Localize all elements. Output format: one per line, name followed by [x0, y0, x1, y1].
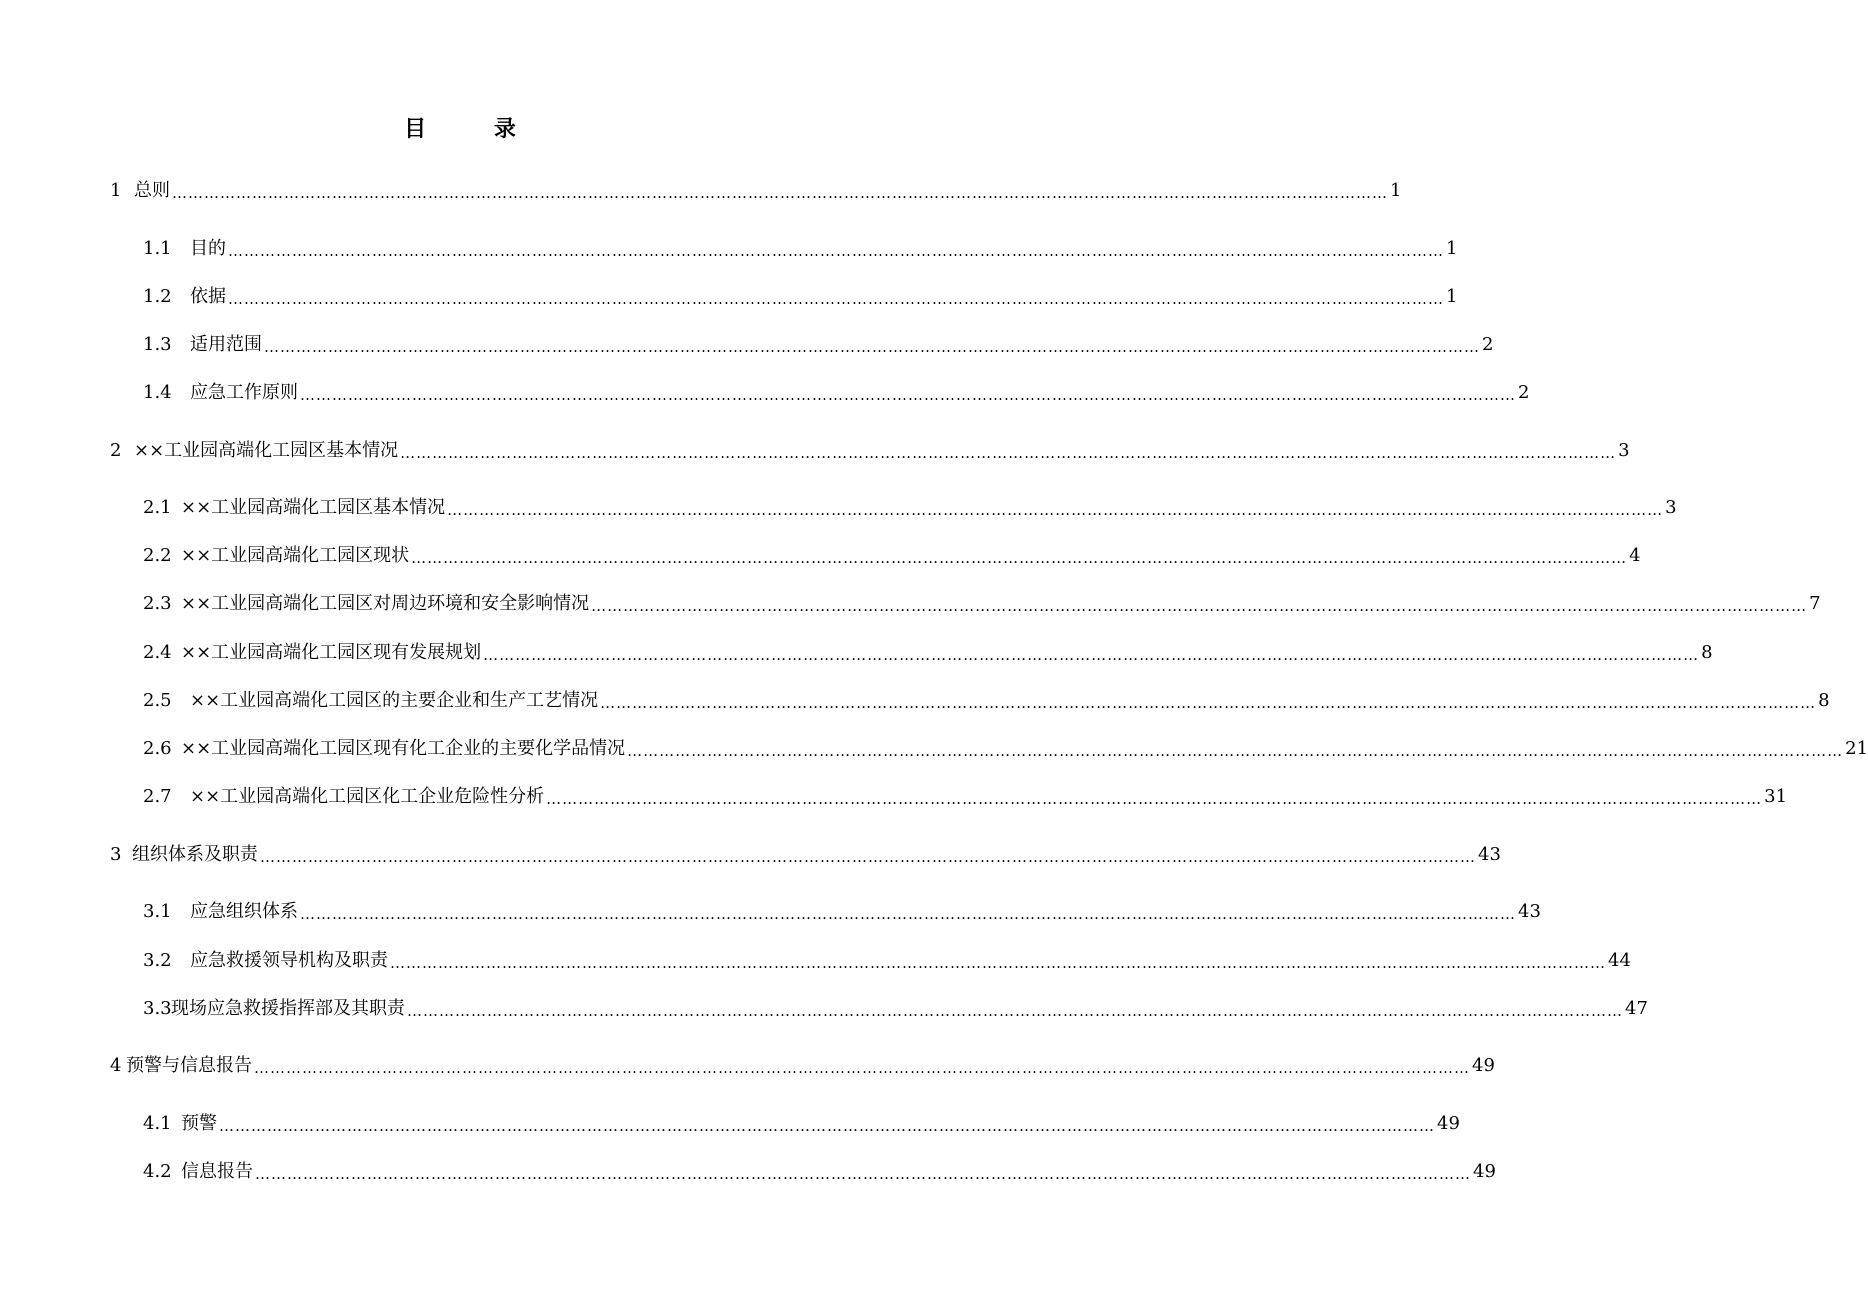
- toc-entry-number: 3.3: [143, 998, 172, 1019]
- toc-entry-title: ××工业园高端化工园区基本情况: [134, 440, 399, 461]
- toc-entry-1[interactable]: [110, 178, 1402, 204]
- toc-entry-number: 3: [110, 844, 122, 865]
- toc-entry-2[interactable]: [110, 438, 1630, 464]
- toc-leader-dots: …………………………………………………………………………………………………………………………………………………………………………………………………………: [264, 338, 1480, 356]
- toc-entry-page: 8: [1701, 642, 1713, 663]
- toc-entry-2-6[interactable]: [143, 736, 1868, 762]
- toc-entry-1-1[interactable]: [143, 236, 1458, 262]
- toc-leader-dots: …………………………………………………………………………………………………………………………………………………………………………………………………………: [219, 1117, 1435, 1135]
- toc-entry-number: 2.3: [143, 593, 172, 614]
- toc-leader-dots: …………………………………………………………………………………………………………………………………………………………………………………………………………: [300, 905, 1516, 923]
- page-title: 目 录: [404, 116, 546, 142]
- toc-entry-1-2[interactable]: [143, 284, 1458, 310]
- toc-entry-title: 预警: [181, 1113, 217, 1134]
- toc-entry-title: 目的: [190, 238, 226, 259]
- toc-entry-page: 31: [1764, 786, 1788, 807]
- toc-entry-4-2[interactable]: [143, 1159, 1496, 1185]
- toc-entry-number: 2.2: [143, 545, 172, 566]
- toc-leader-dots: …………………………………………………………………………………………………………………………………………………………………………………………………………: [260, 848, 1476, 866]
- toc-entry-3-3[interactable]: [143, 996, 1648, 1022]
- toc-entry-3-1[interactable]: [143, 899, 1541, 925]
- toc-entry-number: 4: [110, 1055, 122, 1076]
- toc-leader-dots: …………………………………………………………………………………………………………………………………………………………………………………………………………: [411, 549, 1628, 567]
- toc-entry-title: ××工业园高端化工园区的主要企业和生产工艺情况: [190, 690, 599, 711]
- toc-entry-number: 1.1: [143, 238, 172, 259]
- toc-entry-3-2[interactable]: [143, 948, 1631, 974]
- toc-entry-page: 2: [1518, 382, 1530, 403]
- toc-entry-title: 总则: [134, 180, 170, 201]
- toc-entry-1-4[interactable]: [143, 380, 1530, 406]
- toc-entry-title: 应急组织体系: [190, 901, 298, 922]
- toc-entry-number: 1.3: [143, 334, 172, 355]
- toc-leader-dots: …………………………………………………………………………………………………………………………………………………………………………………………………………: [407, 1002, 1623, 1020]
- toc-entry-page: 7: [1809, 593, 1821, 614]
- toc-entry-page: 4: [1629, 545, 1641, 566]
- toc-entry-page: 8: [1818, 690, 1830, 711]
- toc-entry-number: 4.1: [143, 1113, 172, 1134]
- toc-entry-3[interactable]: [110, 842, 1501, 868]
- toc-entry-page: 47: [1625, 998, 1648, 1019]
- toc-entry-number: 2: [110, 440, 122, 461]
- toc-entry-title: ××工业园高端化工园区现状: [181, 545, 410, 566]
- toc-entry-title: 依据: [190, 286, 226, 307]
- toc-leader-dots: …………………………………………………………………………………………………………………………………………………………………………………………………………: [228, 290, 1444, 308]
- toc-entry-number: 3.1: [143, 901, 172, 922]
- toc-entry-number: 2.1: [143, 497, 172, 518]
- toc-entry-title: ××工业园高端化工园区基本情况: [181, 497, 446, 518]
- toc-leader-dots: …………………………………………………………………………………………………………………………………………………………………………………………………………: [546, 790, 1763, 808]
- toc-entry-number: 1: [110, 180, 122, 201]
- toc-entry-page: 49: [1472, 1055, 1495, 1076]
- toc-entry-title: 组织体系及职责: [132, 844, 258, 865]
- toc-leader-dots: …………………………………………………………………………………………………………………………………………………………………………………………………………: [483, 646, 1700, 664]
- toc-entry-title: ××工业园高端化工园区化工企业危险性分析: [190, 786, 545, 807]
- toc-entry-page: 43: [1478, 844, 1501, 865]
- toc-leader-dots: …………………………………………………………………………………………………………………………………………………………………………………………………………: [172, 184, 1388, 202]
- toc-leader-dots: …………………………………………………………………………………………………………………………………………………………………………………………………………: [600, 694, 1817, 712]
- toc-entry-2-3[interactable]: [143, 591, 1821, 617]
- toc-entry-page: 2: [1482, 334, 1494, 355]
- toc-entry-page: 49: [1437, 1113, 1460, 1134]
- toc-entry-2-7[interactable]: [143, 784, 1788, 810]
- toc-entry-title: 应急救援领导机构及职责: [190, 950, 388, 971]
- toc-entry-4-1[interactable]: [143, 1111, 1460, 1137]
- toc-leader-dots: …………………………………………………………………………………………………………………………………………………………………………………………………………: [300, 386, 1516, 404]
- toc-entry-2-1[interactable]: [143, 495, 1677, 521]
- toc-entry-number: 4.2: [143, 1161, 172, 1182]
- toc-leader-dots: …………………………………………………………………………………………………………………………………………………………………………………………………………: [591, 597, 1808, 615]
- toc-entry-page: 1: [1446, 238, 1458, 259]
- toc-leader-dots: …………………………………………………………………………………………………………………………………………………………………………………………………………: [228, 242, 1444, 260]
- toc-leader-dots: …………………………………………………………………………………………………………………………………………………………………………………………………………: [447, 501, 1664, 519]
- toc-entry-number: 2.7: [143, 786, 172, 807]
- toc-entry-page: 3: [1665, 497, 1677, 518]
- toc-entry-number: 1.2: [143, 286, 172, 307]
- toc-entry-title: 现场应急救援指挥部及其职责: [171, 998, 405, 1019]
- toc-entry-number: 3.2: [143, 950, 172, 971]
- toc-entry-2-5[interactable]: [143, 688, 1830, 714]
- toc-entry-page: 1: [1390, 180, 1402, 201]
- toc-entry-title: ××工业园高端化工园区现有化工企业的主要化学品情况: [181, 738, 626, 759]
- toc-entry-2-2[interactable]: [143, 543, 1641, 569]
- toc-leader-dots: …………………………………………………………………………………………………………………………………………………………………………………………………………: [390, 954, 1606, 972]
- toc-leader-dots: …………………………………………………………………………………………………………………………………………………………………………………………………………: [627, 742, 1844, 760]
- toc-entry-title: 适用范围: [190, 334, 262, 355]
- toc-entry-page: 21: [1845, 738, 1868, 759]
- toc-entry-title: 应急工作原则: [190, 382, 298, 403]
- toc-entry-page: 44: [1608, 950, 1631, 971]
- toc-leader-dots: …………………………………………………………………………………………………………………………………………………………………………………………………………: [400, 444, 1617, 462]
- toc-entry-page: 43: [1518, 901, 1541, 922]
- toc-entry-title: 预警与信息报告: [126, 1055, 252, 1076]
- toc-entry-2-4[interactable]: [143, 640, 1713, 666]
- toc-entry-title: ××工业园高端化工园区现有发展规划: [181, 642, 482, 663]
- toc-entry-page: 3: [1618, 440, 1630, 461]
- toc-entry-4[interactable]: [110, 1053, 1495, 1079]
- toc-entry-1-3[interactable]: [143, 332, 1494, 358]
- toc-leader-dots: …………………………………………………………………………………………………………………………………………………………………………………………………………: [255, 1165, 1471, 1183]
- toc-entry-number: 2.4: [143, 642, 172, 663]
- toc-leader-dots: …………………………………………………………………………………………………………………………………………………………………………………………………………: [254, 1059, 1470, 1077]
- toc-entry-number: 2.6: [143, 738, 172, 759]
- toc-entry-title: ××工业园高端化工园区对周边环境和安全影响情况: [181, 593, 590, 614]
- toc-entry-number: 1.4: [143, 382, 172, 403]
- toc-entry-page: 1: [1446, 286, 1458, 307]
- toc-entry-number: 2.5: [143, 690, 172, 711]
- toc-entry-title: 信息报告: [181, 1161, 253, 1182]
- toc-entry-page: 49: [1473, 1161, 1496, 1182]
